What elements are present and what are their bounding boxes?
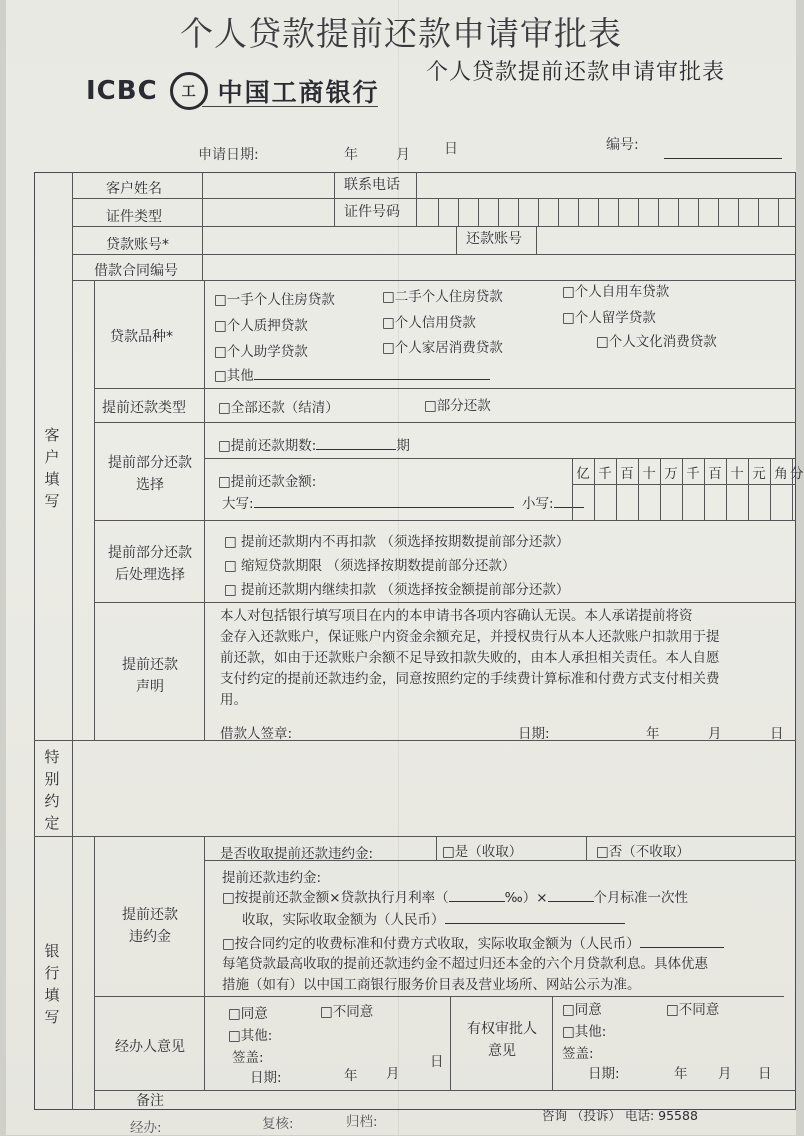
penalty-label-1: 提前还款	[122, 907, 178, 923]
id-number-label: 证件号码	[344, 204, 400, 220]
footer-handler: 经办:	[130, 1120, 162, 1136]
handler-date-label: 日期:	[250, 1070, 282, 1086]
footer-archive: 归档:	[346, 1114, 378, 1130]
loan-type-pledge[interactable]: □个人质押贷款	[214, 318, 308, 334]
sign-month: 月	[708, 726, 722, 742]
handler-month: 月	[386, 1066, 400, 1082]
charge-yes-option[interactable]: □是（收取）	[442, 844, 523, 860]
penalty-note: 每笔贷款最高收取的提前还款违约金不超过归还本金的六个月贷款利息。具体优惠 措施（如有）以中国工商银行服务价目表及营业场所、网站公示为准。	[222, 956, 708, 993]
application-form-page	[6, 0, 804, 1136]
loan-type-culture[interactable]: □个人文化消费贷款	[596, 334, 717, 350]
loan-type-study-abroad[interactable]: □个人留学贷款	[562, 310, 656, 326]
date-month: 月	[396, 147, 410, 163]
prepay-full-option[interactable]: □全部还款（结清）	[218, 400, 339, 416]
approver-year: 年	[674, 1066, 688, 1082]
partial-select-label-1: 提前部分还款	[108, 455, 192, 471]
logo-underline	[202, 106, 378, 107]
date-day: 日	[444, 141, 458, 157]
declaration-text: 本人对包括银行填写项目在内的本申请书各项内容确认无误。本人承诺提前将资 金存入还款账户，保证账户内资金余额充足，并授权贵行从本人还款账户扣款用于提 前还款，如由于还款账户余额不足导致扣款失败的，由本人承担相关责任。本人自愿 支付约定的提前还款违约金，同意按照约定的手续费计算标准和付费方式支付相关费 用。	[220, 608, 720, 708]
approver-label-2: 意见	[488, 1043, 516, 1059]
remark-label: 备注	[136, 1093, 164, 1109]
loan-type-label: 贷款品种*	[110, 329, 173, 345]
loan-type-first-house[interactable]: □一手个人住房贷款	[214, 292, 335, 308]
handler-agree[interactable]: □同意	[228, 1006, 268, 1022]
handler-year: 年	[344, 1068, 358, 1084]
loan-account-label: 贷款账号*	[106, 237, 169, 253]
handler-disagree[interactable]: □不同意	[320, 1004, 374, 1020]
serial-number-label: 编号:	[606, 137, 639, 153]
handler-other[interactable]: □其他:	[228, 1028, 273, 1044]
loan-type-credit[interactable]: □个人信用贷款	[382, 315, 476, 331]
serial-number-field[interactable]	[664, 158, 782, 159]
contract-number-label: 借款合同编号	[94, 263, 178, 279]
prepay-amount-option[interactable]: □提前还款金额:	[218, 474, 317, 490]
approver-other[interactable]: □其他:	[562, 1024, 607, 1040]
after-process-label-2: 后处理选择	[115, 567, 185, 583]
charge-question: 是否收取提前还款违约金:	[220, 846, 374, 862]
sign-date-label: 日期:	[518, 726, 550, 742]
prepay-type-label: 提前还款类型	[102, 400, 186, 416]
side-column-divider	[72, 172, 73, 1110]
top-title: 个人贷款提前还款申请审批表	[180, 14, 622, 53]
approver-date-label: 日期:	[588, 1066, 620, 1082]
application-date-label: 申请日期:	[198, 147, 259, 163]
borrower-signature-label[interactable]: 借款人签章:	[220, 726, 293, 742]
label-column-divider	[94, 280, 95, 740]
sign-year: 年	[646, 726, 660, 742]
loan-type-home-consumption[interactable]: □个人家居消费贷款	[382, 340, 503, 356]
partial-select-label-2: 选择	[136, 477, 164, 493]
form-title: 个人贷款提前还款申请审批表	[426, 60, 726, 85]
approver-disagree[interactable]: □不同意	[666, 1002, 720, 1018]
loan-type-student[interactable]: □个人助学贷款	[214, 344, 308, 360]
repay-account-label: 还款账号	[466, 231, 522, 247]
approver-month: 月	[718, 1066, 732, 1082]
declaration-label-1: 提前还款	[122, 657, 178, 673]
date-year: 年	[344, 147, 358, 163]
handler-opinion-label: 经办人意见	[115, 1039, 185, 1055]
logo-text: ICBC	[86, 76, 158, 106]
customer-fill-label: 客 户 填 写	[44, 426, 60, 510]
loan-type-other[interactable]: □其他	[214, 364, 490, 384]
bank-content-divider	[204, 836, 205, 1090]
after-option-shorten-term[interactable]: □ 缩短贷款期限 （须选择按期数提前部分还款）	[224, 558, 516, 574]
approver-label-1: 有权审批人	[467, 1021, 537, 1037]
prepay-periods-option[interactable]: □提前还款期数: 期	[218, 438, 410, 454]
id-type-label: 证件类型	[106, 209, 162, 225]
loan-type-second-house[interactable]: □二手个人住房贷款	[382, 289, 503, 305]
charge-no-option[interactable]: □否（不收取）	[596, 844, 690, 860]
bank-label-divider	[94, 836, 95, 1110]
handler-seal[interactable]: 签盖:	[232, 1050, 264, 1066]
after-option-no-deduct[interactable]: □ 提前还款期内不再扣款 （须选择按期数提前部分还款）	[224, 534, 570, 550]
customer-name-label: 客户姓名	[106, 181, 162, 197]
amount-digit-grid[interactable]: 亿 千 百 十 万 千 百 十 元 角 分	[572, 458, 796, 520]
bank-fill-label: 银 行 填 写	[44, 942, 60, 1026]
bank-name: 中国工商银行	[217, 78, 380, 107]
handler-day: 日	[430, 1054, 444, 1070]
penalty-label-2: 违约金	[129, 929, 171, 945]
penalty-option-rate[interactable]: □按提前还款金额×贷款执行月利率（ ‰）× 个月标准一次性	[222, 890, 689, 906]
id-number-grid[interactable]	[438, 198, 796, 226]
approver-seal[interactable]: 签盖:	[562, 1046, 594, 1062]
loan-type-car[interactable]: □个人自用车贷款	[562, 284, 670, 300]
special-agreement-label: 特 别 约 定	[44, 748, 60, 832]
icbc-mark-icon: 工	[170, 72, 208, 110]
sign-day: 日	[770, 726, 784, 742]
after-option-keep-deduct[interactable]: □ 提前还款期内继续扣款 （须选择按金额提前部分还款）	[224, 582, 570, 598]
content-column-divider	[204, 280, 205, 740]
penalty-rate-amount[interactable]: 收取，实际收取金额为（人民币）	[242, 908, 625, 928]
approver-agree[interactable]: □同意	[562, 1002, 602, 1018]
phone-label: 联系电话	[344, 177, 400, 193]
icbc-logo	[86, 72, 380, 110]
prepay-partial-option[interactable]: □部分还款	[424, 398, 491, 414]
amount-in-figures-label: 小写:	[522, 492, 584, 512]
declaration-label-2: 声明	[136, 679, 164, 695]
penalty-title: 提前还款违约金:	[222, 870, 322, 886]
footer-consult-phone: 咨询 （投诉） 电话: 95588	[542, 1108, 698, 1123]
approver-day: 日	[758, 1066, 772, 1082]
penalty-option-contract[interactable]: □按合同约定的收费标准和付费方式收取，实际收取金额为（人民币）	[222, 932, 724, 952]
footer-review: 复核:	[262, 1116, 294, 1132]
after-process-label-1: 提前部分还款	[108, 545, 192, 561]
amount-in-words-field[interactable]: 大写:	[222, 492, 514, 512]
